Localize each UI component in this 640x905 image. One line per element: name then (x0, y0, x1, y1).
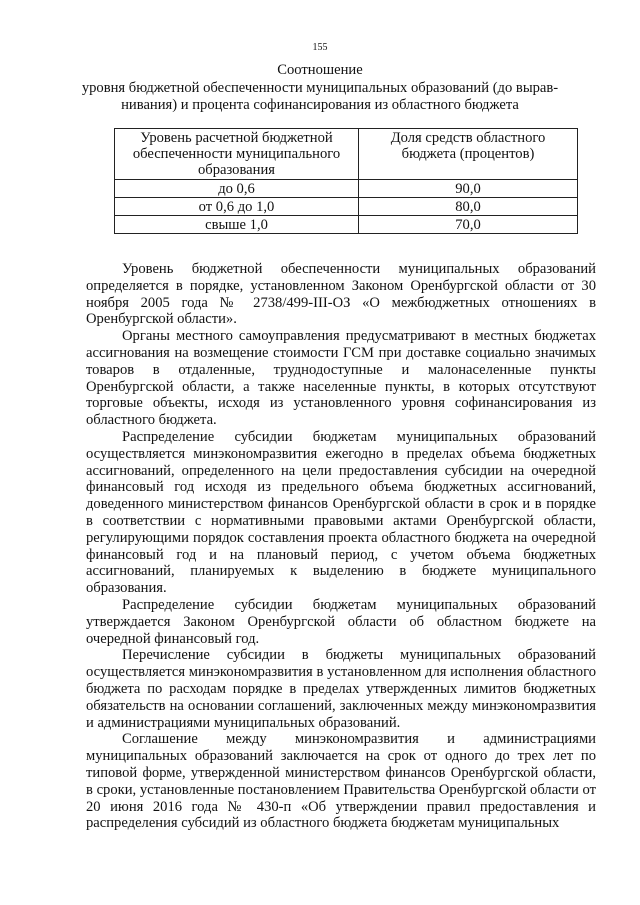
body-text (86, 261, 596, 832)
header-regional-share: Доля средств областного бюджета (процентов) (359, 129, 578, 180)
table-cell-share: 70,0 (359, 216, 578, 234)
cofinancing-table (114, 128, 578, 234)
paragraph: Соглашение между минэкономразвития и администрациями муниципальных образований заключается на срок от одного до трех лет по типовой форме, утвержденной министерством финансов Оренбургской области, в сроки, установленные постановлением Правительства Оренбургской области от 20 июня 2016 года № 430-п «Об утверждении правил предоставления и распределения субсидий из областного бюджета бюджетам муниципальных (86, 731, 596, 832)
paragraph: Перечисление субсидии в бюджеты муниципальных образований осуществляется минэкономразвития в установленном для исполнения областного бюджета по расходам порядке в пределах утвержденных лимитов бюджетных обязательств на основании соглашений, заключенных между минэкономразвития и администрациями муниципальных образований. (86, 647, 596, 731)
title-line-3: нивания) и процента софинансирования из областного бюджета (121, 97, 519, 114)
paragraph: Уровень бюджетной обеспеченности муниципальных образований определяется в порядке, установленном Законом Оренбургской области от 30 ноября 2005 года № 2738/499-III-ОЗ «О межбюджетных отношениях в Оренбургской области». (86, 261, 596, 328)
paragraph: Распределение субсидии бюджетам муниципальных образований утверждается Законом Оренбургской области об областном бюджете на очередной финансовый год. (86, 596, 596, 647)
table-cell-level: до 0,6 (115, 180, 359, 198)
title-line-1: Соотношение (277, 62, 363, 78)
table-cell-share: 80,0 (359, 198, 578, 216)
table-row (115, 216, 578, 234)
title-line-2: уровня бюджетной обеспеченности муниципальных образований (до вырав- (81, 79, 559, 96)
table-cell-level: свыше 1,0 (115, 216, 359, 234)
table-row (115, 198, 578, 216)
page-number: 155 (312, 42, 328, 53)
table-title (60, 62, 580, 115)
paragraph: Органы местного самоуправления предусматривают в местных бюджетах ассигнования на возмещение стоимости ГСМ при доставке социально значимых товаров в отдаленные, труднодоступные и малонаселенные пункты Оренбургской области, а также населенные пункты, в которых отсутствуют торговые объекты, исходя из установленного уровня софинансирования из областного бюджета. (86, 328, 596, 429)
table-cell-level: от 0,6 до 1,0 (115, 198, 359, 216)
table-header-row (115, 129, 578, 180)
paragraph: Распределение субсидии бюджетам муниципальных образований осуществляется минэкономразвития ежегодно в пределах объема бюджетных ассигнований, определенного на цели предоставления субсидии на очередной финансовый год исходя из предельного объема бюджетных ассигнований, доведенного министерством финансов Оренбургской области в срок и в порядке в соответствии с нормативными правовыми актами Оренбургской области, регулирующими порядок составления проекта областного бюджета на очередной финансовый год и на плановый период, с учетом объема бюджетных ассигнований, планируемых к выделению в бюджете муниципального образования. (86, 428, 596, 597)
table-row (115, 180, 578, 198)
table-cell-share: 90,0 (359, 180, 578, 198)
header-budget-level: Уровень расчетной бюджетной обеспеченности муниципального образования (115, 129, 359, 180)
